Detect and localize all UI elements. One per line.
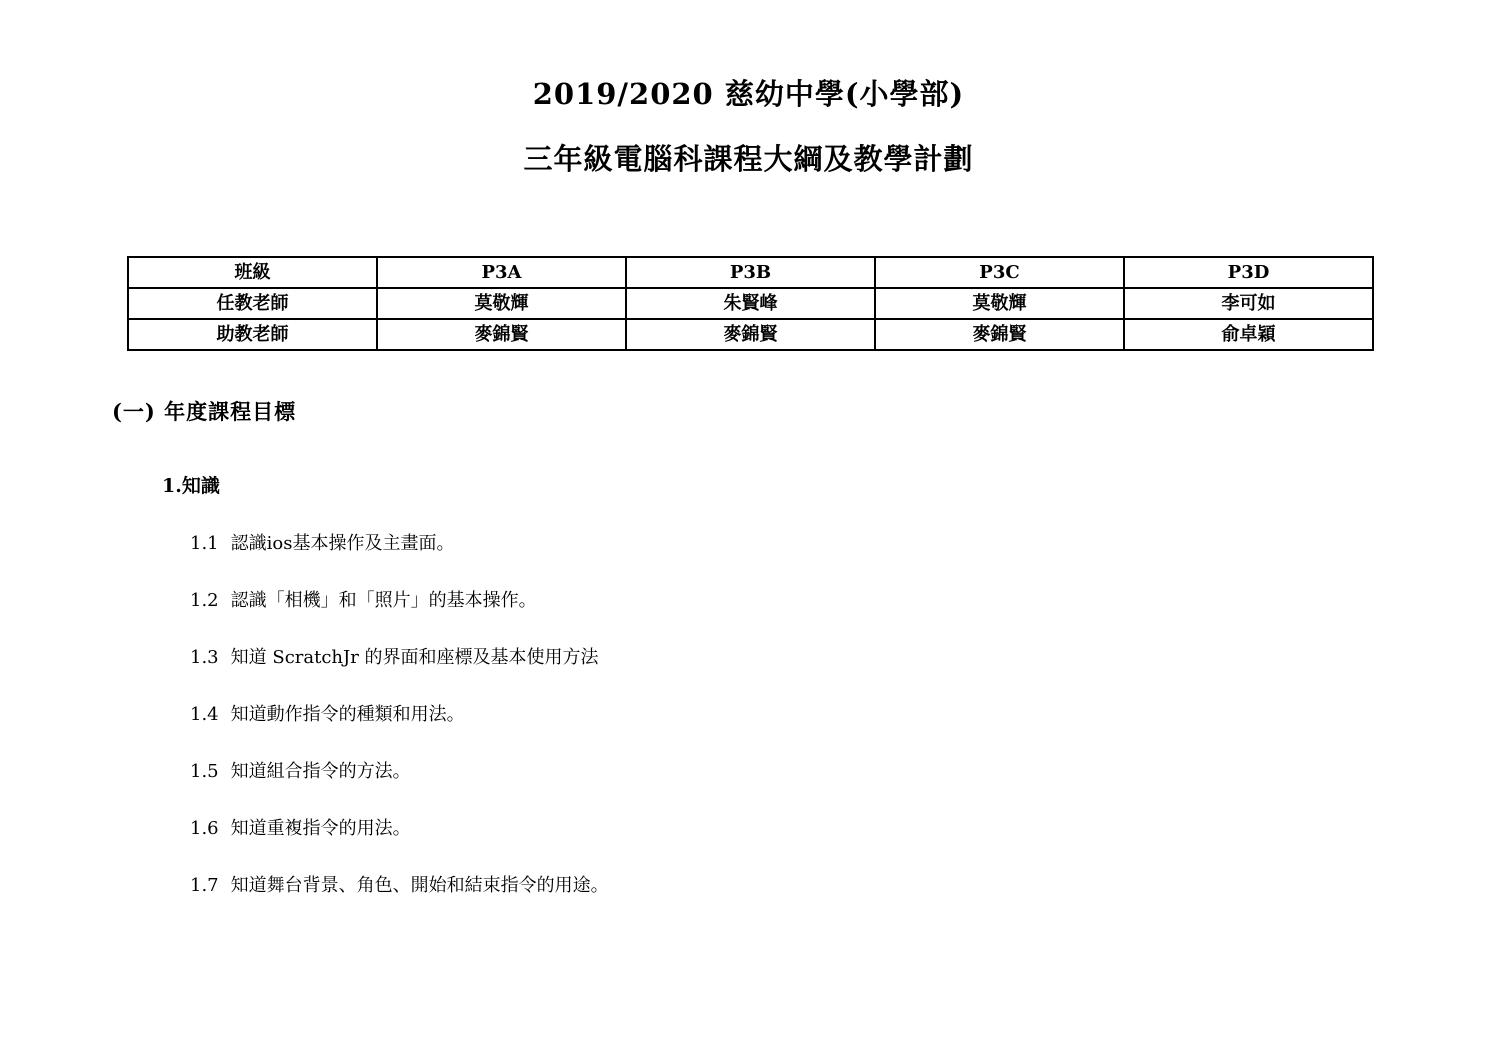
list-item [190,701,609,758]
table-cell: 助教老師 [128,319,377,350]
item-text: 認識「相機」和「照片」的基本操作。 [230,590,537,611]
sub-heading: 1.知識 [162,475,220,497]
table-cell: 莫敬輝 [377,288,626,319]
item-text: 知道舞台背景、角色、開始和結束指令的用途。 [230,875,609,896]
table-cell: 任教老師 [128,288,377,319]
item-text: 知道動作指令的種類和用法。 [230,704,465,725]
table-cell: P3A [377,257,626,288]
class-teacher-table [127,256,1374,351]
table-row [128,319,1373,350]
table-cell: 麥錦賢 [626,319,875,350]
item-text: 知道組合指令的方法。 [230,761,411,782]
item-number: 1.1 [190,533,219,554]
item-number: 1.7 [190,875,219,896]
table-cell: 李可如 [1124,288,1373,319]
list-item [190,758,609,815]
section-heading: (一) 年度課程目標 [112,399,297,424]
objective-list [190,530,609,929]
table-cell: P3B [626,257,875,288]
item-text: 知道重複指令的用法。 [230,818,411,839]
item-text: 認識ios基本操作及主畫面。 [230,533,455,554]
list-item [190,644,609,701]
list-item [190,587,609,644]
item-number: 1.4 [190,704,219,725]
document-title: 2019/2020 慈幼中學(小學部) [532,77,965,111]
table-cell: P3C [875,257,1124,288]
table-row [128,288,1373,319]
list-item [190,530,609,587]
table-cell: 麥錦賢 [377,319,626,350]
table-row [128,257,1373,288]
item-number: 1.6 [190,818,219,839]
item-number: 1.3 [190,647,219,668]
table-cell: 麥錦賢 [875,319,1124,350]
item-number: 1.5 [190,761,219,782]
document-subtitle: 三年級電腦科課程大綱及教學計劃 [523,142,974,176]
table-cell: 俞卓穎 [1124,319,1373,350]
table-cell: 莫敬輝 [875,288,1124,319]
list-item [190,815,609,872]
table-cell: 朱賢峰 [626,288,875,319]
list-item [190,872,609,929]
table-cell: P3D [1124,257,1373,288]
table-cell: 班級 [128,257,377,288]
item-number: 1.2 [190,590,219,611]
item-text: 知道 ScratchJr 的界面和座標及基本使用方法 [230,647,599,668]
